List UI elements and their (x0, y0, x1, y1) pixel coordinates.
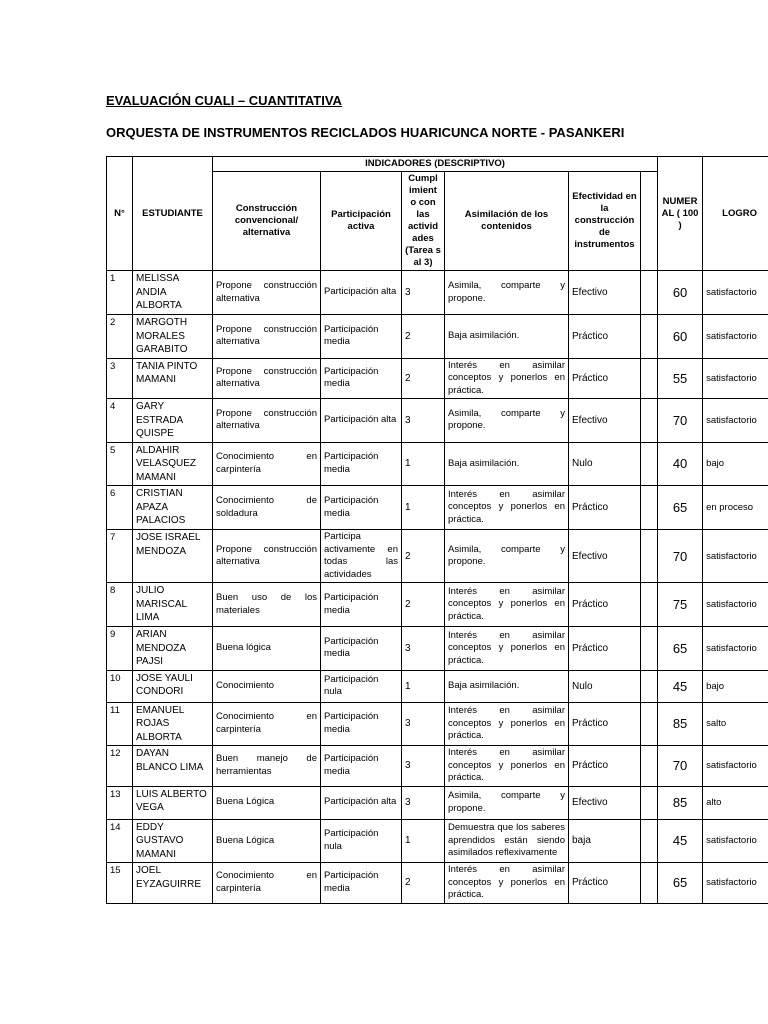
construction-cell: Conocimiento en carpintería (213, 702, 321, 746)
fulfillment-cell: 2 (402, 358, 445, 399)
table-row (107, 702, 768, 746)
effectiveness-cell: Nulo (569, 442, 641, 486)
row-number: 4 (107, 399, 133, 443)
assimilation-cell: Baja asimilación. (445, 670, 569, 702)
achievement-cell: bajo (703, 442, 768, 486)
header-fulfillment: Cumpl imient o con las activid ades (Tarea s al 3) (402, 172, 445, 271)
student-name: MELISSA ANDIA ALBORTA (133, 271, 213, 315)
effectiveness-cell: Práctico (569, 315, 641, 359)
assimilation-cell: Demuestra que los saberes aprendidos están siendo asimilados reflexivamente (445, 819, 569, 863)
construction-cell: Propone construcción alternativa (213, 530, 321, 583)
student-name: DAYAN BLANCO LIMA (133, 746, 213, 787)
evaluation-table (106, 156, 768, 904)
fulfillment-cell: 3 (402, 271, 445, 315)
fulfillment-cell: 1 (402, 486, 445, 530)
assimilation-cell: Asimila, comparte y propone. (445, 399, 569, 443)
participation-cell: Participación media (321, 583, 402, 627)
row-number: 11 (107, 702, 133, 746)
construction-cell: Buen uso de los materiales (213, 583, 321, 627)
assimilation-cell: Baja asimilación. (445, 442, 569, 486)
blank-cell (641, 786, 658, 819)
construction-cell: Conocimiento (213, 670, 321, 702)
student-name: LUIS ALBERTO VEGA (133, 786, 213, 819)
table-row (107, 530, 768, 583)
score-cell: 70 (658, 746, 703, 787)
blank-cell (641, 702, 658, 746)
effectiveness-cell: Efectivo (569, 271, 641, 315)
score-cell: 70 (658, 530, 703, 583)
achievement-cell: satisfactorio (703, 583, 768, 627)
header-blank (641, 172, 658, 271)
participation-cell: Participación nula (321, 670, 402, 702)
student-name: EMANUEL ROJAS ALBORTA (133, 702, 213, 746)
student-name: JULIO MARISCAL LIMA (133, 583, 213, 627)
student-name: JOSE YAULI CONDORI (133, 670, 213, 702)
blank-cell (641, 746, 658, 787)
fulfillment-cell: 3 (402, 627, 445, 671)
document-subtitle: ORQUESTA DE INSTRUMENTOS RECICLADOS HUARICUNCA NORTE - PASANKERI (106, 125, 625, 140)
table-row (107, 442, 768, 486)
score-cell: 85 (658, 786, 703, 819)
document-title: EVALUACIÓN CUALI – CUANTITATIVA (106, 93, 342, 108)
assimilation-cell: Asimila, comparte y propone. (445, 530, 569, 583)
table-row (107, 819, 768, 863)
assimilation-cell: Interés en asimilar conceptos y ponerlos en práctica. (445, 863, 569, 904)
blank-cell (641, 863, 658, 904)
participation-cell: Participación alta (321, 786, 402, 819)
participation-cell: Participación alta (321, 271, 402, 315)
assimilation-cell: Interés en asimilar conceptos y ponerlos en práctica. (445, 627, 569, 671)
effectiveness-cell: Efectivo (569, 399, 641, 443)
construction-cell: Conocimiento en carpintería (213, 442, 321, 486)
student-name: CRISTIAN APAZA PALACIOS (133, 486, 213, 530)
effectiveness-cell: Práctico (569, 486, 641, 530)
student-name: JOEL EYZAGUIRRE (133, 863, 213, 904)
row-number: 9 (107, 627, 133, 671)
assimilation-cell: Asimila, comparte y propone. (445, 786, 569, 819)
table-row (107, 746, 768, 787)
achievement-cell: satisfactorio (703, 819, 768, 863)
header-student: ESTUDIANTE (133, 157, 213, 271)
fulfillment-cell: 2 (402, 315, 445, 359)
table-row (107, 863, 768, 904)
row-number: 13 (107, 786, 133, 819)
participation-cell: Participación media (321, 442, 402, 486)
student-name: MARGOTH MORALES GARABITO (133, 315, 213, 359)
blank-cell (641, 670, 658, 702)
participation-cell: Participación media (321, 358, 402, 399)
effectiveness-cell: Práctico (569, 627, 641, 671)
blank-cell (641, 399, 658, 443)
achievement-cell: satisfactorio (703, 315, 768, 359)
table-row (107, 583, 768, 627)
table-row (107, 486, 768, 530)
row-number: 12 (107, 746, 133, 787)
blank-cell (641, 583, 658, 627)
row-number: 10 (107, 670, 133, 702)
participation-cell: Participación media (321, 486, 402, 530)
effectiveness-cell: Práctico (569, 863, 641, 904)
student-name: TANIA PINTO MAMANI (133, 358, 213, 399)
blank-cell (641, 271, 658, 315)
row-number: 14 (107, 819, 133, 863)
participation-cell: Participación media (321, 702, 402, 746)
fulfillment-cell: 2 (402, 863, 445, 904)
score-cell: 40 (658, 442, 703, 486)
row-number: 7 (107, 530, 133, 583)
assimilation-cell: Asimila, comparte y propone. (445, 271, 569, 315)
blank-cell (641, 819, 658, 863)
fulfillment-cell: 1 (402, 670, 445, 702)
achievement-cell: satisfactorio (703, 746, 768, 787)
score-cell: 60 (658, 315, 703, 359)
fulfillment-cell: 1 (402, 819, 445, 863)
table-row (107, 786, 768, 819)
student-name: EDDY GUSTAVO MAMANI (133, 819, 213, 863)
header-numeric: NUMER AL ( 100 ) (658, 157, 703, 271)
row-number: 5 (107, 442, 133, 486)
table-row (107, 399, 768, 443)
construction-cell: Propone construcción alternativa (213, 358, 321, 399)
achievement-cell: salto (703, 702, 768, 746)
fulfillment-cell: 2 (402, 530, 445, 583)
score-cell: 45 (658, 819, 703, 863)
row-number: 1 (107, 271, 133, 315)
participation-cell: Participación media (321, 315, 402, 359)
participation-cell: Participación media (321, 627, 402, 671)
student-name: GARY ESTRADA QUISPE (133, 399, 213, 443)
table-row (107, 627, 768, 671)
construction-cell: Conocimiento en carpintería (213, 863, 321, 904)
student-name: JOSE ISRAEL MENDOZA (133, 530, 213, 583)
score-cell: 65 (658, 486, 703, 530)
blank-cell (641, 442, 658, 486)
participation-cell: Participa activamente en todas las actividades (321, 530, 402, 583)
student-name: ALDAHIR VELASQUEZ MAMANI (133, 442, 213, 486)
score-cell: 65 (658, 627, 703, 671)
assimilation-cell: Interés en asimilar conceptos y ponerlos en práctica. (445, 486, 569, 530)
row-number: 15 (107, 863, 133, 904)
blank-cell (641, 530, 658, 583)
score-cell: 55 (658, 358, 703, 399)
header-assimilation: Asimilación de los contenidos (445, 172, 569, 271)
assimilation-cell: Interés en asimilar conceptos y ponerlos en práctica. (445, 702, 569, 746)
achievement-cell: en proceso (703, 486, 768, 530)
row-number: 2 (107, 315, 133, 359)
fulfillment-cell: 2 (402, 583, 445, 627)
participation-cell: Participación alta (321, 399, 402, 443)
effectiveness-cell: baja (569, 819, 641, 863)
header-number: N° (107, 157, 133, 271)
construction-cell: Buena lógica (213, 627, 321, 671)
row-number: 8 (107, 583, 133, 627)
achievement-cell: alto (703, 786, 768, 819)
effectiveness-cell: Nulo (569, 670, 641, 702)
table-row (107, 271, 768, 315)
blank-cell (641, 315, 658, 359)
student-name: ARIAN MENDOZA PAJSI (133, 627, 213, 671)
participation-cell: Participación nula (321, 819, 402, 863)
effectiveness-cell: Práctico (569, 583, 641, 627)
effectiveness-cell: Práctico (569, 746, 641, 787)
fulfillment-cell: 3 (402, 702, 445, 746)
header-construction: Construcción convencional/ alternativa (213, 172, 321, 271)
achievement-cell: satisfactorio (703, 271, 768, 315)
fulfillment-cell: 3 (402, 399, 445, 443)
header-indicators: INDICADORES (DESCRIPTIVO) (213, 157, 658, 172)
achievement-cell: bajo (703, 670, 768, 702)
header-achievement: LOGRO (703, 157, 768, 271)
fulfillment-cell: 3 (402, 746, 445, 787)
table-row (107, 670, 768, 702)
table-row (107, 315, 768, 359)
construction-cell: Buena Lógica (213, 819, 321, 863)
achievement-cell: satisfactorio (703, 399, 768, 443)
assimilation-cell: Interés en asimilar conceptos y ponerlos en práctica. (445, 358, 569, 399)
table-row (107, 358, 768, 399)
blank-cell (641, 486, 658, 530)
fulfillment-cell: 1 (402, 442, 445, 486)
construction-cell: Propone construcción alternativa (213, 271, 321, 315)
participation-cell: Participación media (321, 863, 402, 904)
assimilation-cell: Interés en asimilar conceptos y ponerlos en práctica. (445, 583, 569, 627)
achievement-cell: satisfactorio (703, 530, 768, 583)
score-cell: 75 (658, 583, 703, 627)
header-participation: Participación activa (321, 172, 402, 271)
construction-cell: Conocimiento de soldadura (213, 486, 321, 530)
score-cell: 45 (658, 670, 703, 702)
construction-cell: Buen manejo de herramientas (213, 746, 321, 787)
score-cell: 65 (658, 863, 703, 904)
effectiveness-cell: Práctico (569, 702, 641, 746)
header-effectiveness: Efectividad en la construcción de instrumentos (569, 172, 641, 271)
construction-cell: Buena Lógica (213, 786, 321, 819)
score-cell: 85 (658, 702, 703, 746)
score-cell: 60 (658, 271, 703, 315)
achievement-cell: satisfactorio (703, 863, 768, 904)
blank-cell (641, 358, 658, 399)
fulfillment-cell: 3 (402, 786, 445, 819)
row-number: 3 (107, 358, 133, 399)
participation-cell: Participación media (321, 746, 402, 787)
blank-cell (641, 627, 658, 671)
achievement-cell: satisfactorio (703, 627, 768, 671)
construction-cell: Propone construcción alternativa (213, 315, 321, 359)
score-cell: 70 (658, 399, 703, 443)
row-number: 6 (107, 486, 133, 530)
achievement-cell: satisfactorio (703, 358, 768, 399)
effectiveness-cell: Efectivo (569, 786, 641, 819)
construction-cell: Propone construcción alternativa (213, 399, 321, 443)
effectiveness-cell: Práctico (569, 358, 641, 399)
assimilation-cell: Interés en asimilar conceptos y ponerlos en práctica. (445, 746, 569, 787)
assimilation-cell: Baja asimilación. (445, 315, 569, 359)
effectiveness-cell: Efectivo (569, 530, 641, 583)
